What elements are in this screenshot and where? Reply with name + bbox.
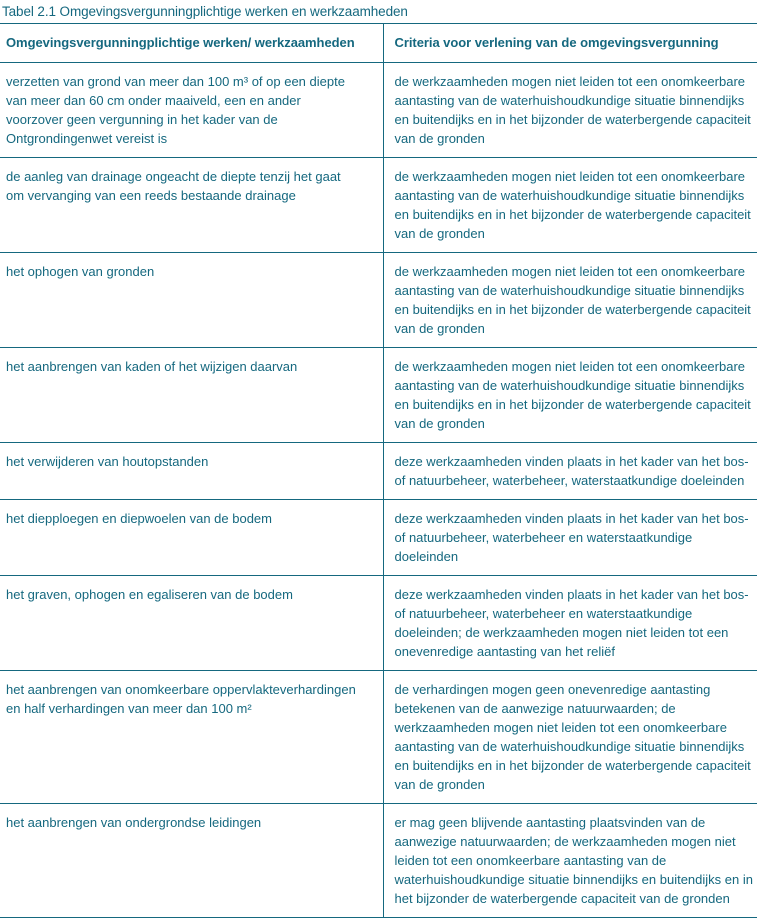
column-header-werken: Omgevingsvergunningplichtige werken/ werkzaamheden <box>0 24 383 63</box>
cell-werken: het verwijderen van houtopstanden <box>0 443 383 500</box>
cell-werken: het diepploegen en diepwoelen van de bodem <box>0 500 383 576</box>
table-row <box>0 158 757 253</box>
cell-criteria: de werkzaamheden mogen niet leiden tot een onomkeerbare aantasting van de waterhuishoudkundige situatie binnendijks en buitendijks en in het bijzonder de waterbergende capaciteit van de gronden <box>383 158 757 253</box>
table-header-row <box>0 24 757 63</box>
table-row <box>0 500 757 576</box>
cell-criteria: de werkzaamheden mogen niet leiden tot een onomkeerbare aantasting van de waterhuishoudkundige situatie binnendijks en buitendijks en in het bijzonder de waterbergende capaciteit van de gronden <box>383 348 757 443</box>
cell-werken: het aanbrengen van onomkeerbare oppervlakteverhardingen en half verhardingen van meer dan 100 m² <box>0 671 383 804</box>
table-header <box>0 24 757 63</box>
table-row <box>0 348 757 443</box>
cell-criteria: de werkzaamheden mogen niet leiden tot een onomkeerbare aantasting van de waterhuishoudkundige situatie binnendijks en buitendijks en in het bijzonder de waterbergende capaciteit van de gronden <box>383 253 757 348</box>
cell-criteria: deze werkzaamheden vinden plaats in het kader van het bos- of natuurbeheer, waterbeheer en waterstaatkundige doeleinden <box>383 500 757 576</box>
table-row <box>0 253 757 348</box>
table-body <box>0 63 757 918</box>
column-header-criteria: Criteria voor verlening van de omgevingsvergunning <box>383 24 757 63</box>
cell-criteria: er mag geen blijvende aantasting plaatsvinden van de aanwezige natuurwaarden; de werkzaamheden mogen niet leiden tot een onomkeerbare aantasting van de waterhuishoudkundige situatie binnendijks en buitendijks en in het bijzonder de waterbergende capaciteit van de gronden <box>383 804 757 918</box>
cell-werken: verzetten van grond van meer dan 100 m³ of op een diepte van meer dan 60 cm onder maaiveld, een en ander voorzover geen vergunning in het kader van de Ontgrondingenwet vereist is <box>0 63 383 158</box>
table-row <box>0 671 757 804</box>
cell-werken: het graven, ophogen en egaliseren van de bodem <box>0 576 383 671</box>
permit-requirements-table <box>0 23 757 918</box>
cell-werken: het ophogen van gronden <box>0 253 383 348</box>
cell-werken: het aanbrengen van ondergrondse leidingen <box>0 804 383 918</box>
cell-werken: de aanleg van drainage ongeacht de diepte tenzij het gaat om vervanging van een reeds bestaande drainage <box>0 158 383 253</box>
table-row <box>0 443 757 500</box>
table-row <box>0 576 757 671</box>
table-row <box>0 63 757 158</box>
cell-criteria: de werkzaamheden mogen niet leiden tot een onomkeerbare aantasting van de waterhuishoudkundige situatie binnendijks en buitendijks en in het bijzonder de waterbergende capaciteit van de gronden <box>383 63 757 158</box>
table-row <box>0 804 757 918</box>
cell-werken: het aanbrengen van kaden of het wijzigen daarvan <box>0 348 383 443</box>
cell-criteria: de verhardingen mogen geen onevenredige aantasting betekenen van de aanwezige natuurwaarden; de werkzaamheden mogen niet leiden tot een onomkeerbare aantasting van de waterhuishoudkundige situatie binnendijks en buitendijks en in het bijzonder de waterbergende capaciteit van de gronden <box>383 671 757 804</box>
cell-criteria: deze werkzaamheden vinden plaats in het kader van het bos- of natuurbeheer, waterbeheer en waterstaatkundige doeleinden; de werkzaamheden mogen niet leiden tot een onevenredige aantasting van het reliëf <box>383 576 757 671</box>
cell-criteria: deze werkzaamheden vinden plaats in het kader van het bos- of natuurbeheer, waterbeheer, waterstaatkundige doeleinden <box>383 443 757 500</box>
table-caption: Tabel 2.1 Omgevingsvergunningplichtige werken en werkzaamheden <box>2 4 408 19</box>
